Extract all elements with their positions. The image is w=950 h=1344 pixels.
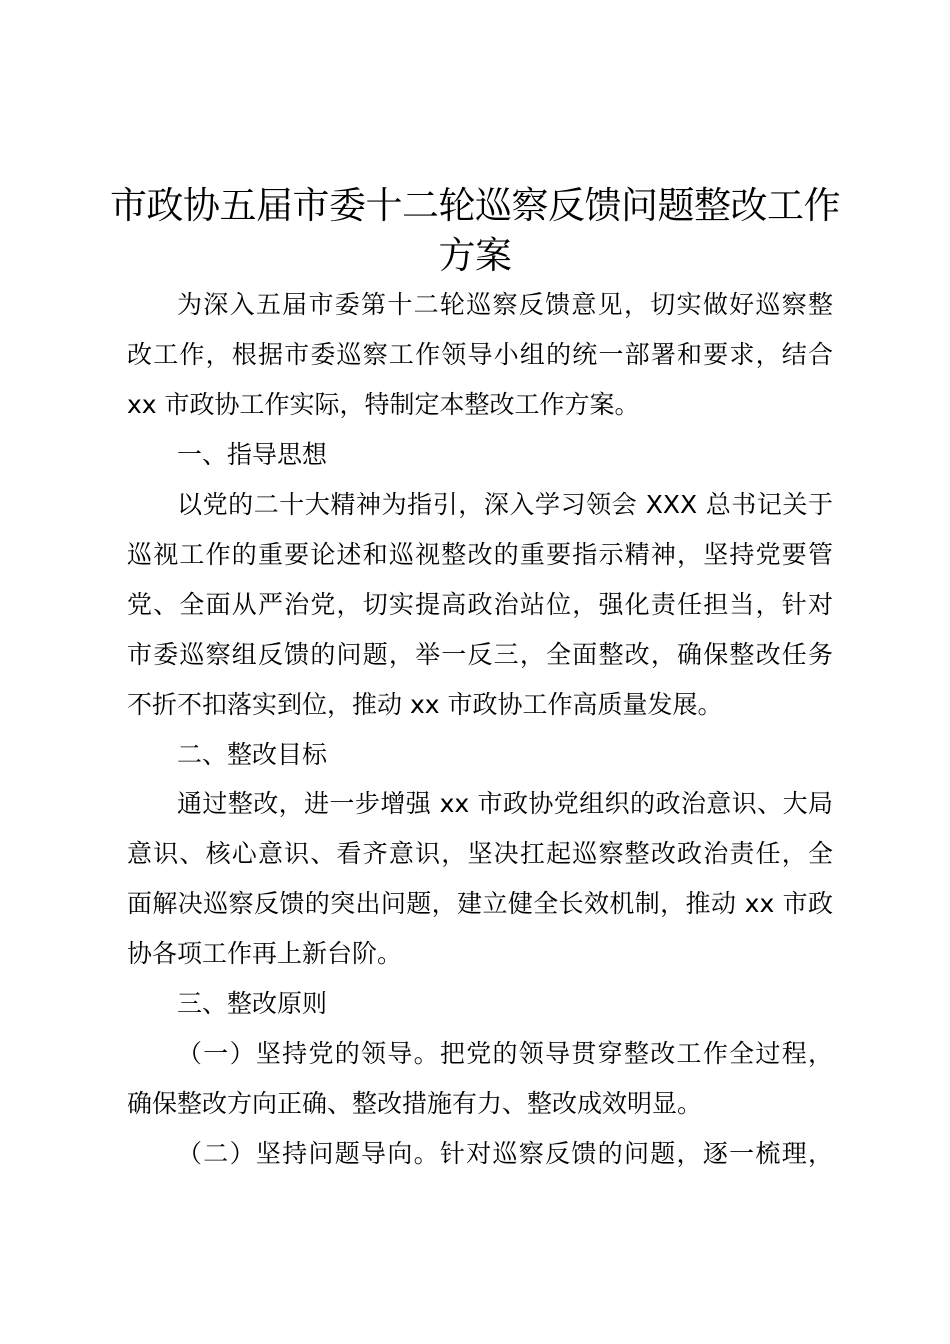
paragraph-line: 市委巡察组反馈的问题，举一反三，全面整改，确保整改任务 bbox=[127, 640, 833, 669]
paragraph-line: 通过整改，进一步增强 xx 市政协党组织的政治意识、大局 bbox=[177, 789, 833, 818]
paragraph-line: 改工作，根据市委巡察工作领导小组的统一部署和要求，结合 bbox=[127, 340, 833, 369]
paragraph-line: 协各项工作再上新台阶。 bbox=[127, 939, 403, 968]
paragraph-line: 意识、核心意识、看齐意识，坚决扛起巡察整改政治责任，全 bbox=[127, 839, 833, 868]
paragraph-line: 确保整改方向正确、整改措施有力、整改成效明显。 bbox=[127, 1089, 703, 1118]
paragraph-line: 面解决巡察反馈的突出问题，建立健全长效机制，推动 xx 市政 bbox=[127, 889, 833, 918]
paragraph-line: （二）坚持问题导向。针对巡察反馈的问题，逐一梳理， bbox=[177, 1139, 833, 1168]
paragraph-line: （一）坚持党的领导。把党的领导贯穿整改工作全过程， bbox=[177, 1039, 833, 1068]
paragraph-line: 党、全面从严治党，切实提高政治站位，强化责任担当，针对 bbox=[127, 590, 833, 619]
document-title-line-1: 市政协五届市委十二轮巡察反馈问题整改工作 bbox=[110, 184, 840, 227]
section-heading: 一、指导思想 bbox=[177, 440, 328, 469]
paragraph-line: 为深入五届市委第十二轮巡察反馈意见，切实做好巡察整 bbox=[177, 290, 833, 319]
section-heading: 三、整改原则 bbox=[177, 989, 328, 1018]
paragraph-line: 以党的二十大精神为指引，深入学习领会 XXX 总书记关于 bbox=[177, 490, 833, 519]
section-heading: 二、整改目标 bbox=[177, 740, 328, 769]
document-title-line-2: 方案 bbox=[438, 234, 512, 277]
paragraph-line: 巡视工作的重要论述和巡视整改的重要指示精神，坚持党要管 bbox=[127, 540, 833, 569]
paragraph-line: 不折不扣落实到位，推动 xx 市政协工作高质量发展。 bbox=[127, 690, 723, 719]
paragraph-line: xx 市政协工作实际，特制定本整改工作方案。 bbox=[127, 390, 640, 419]
